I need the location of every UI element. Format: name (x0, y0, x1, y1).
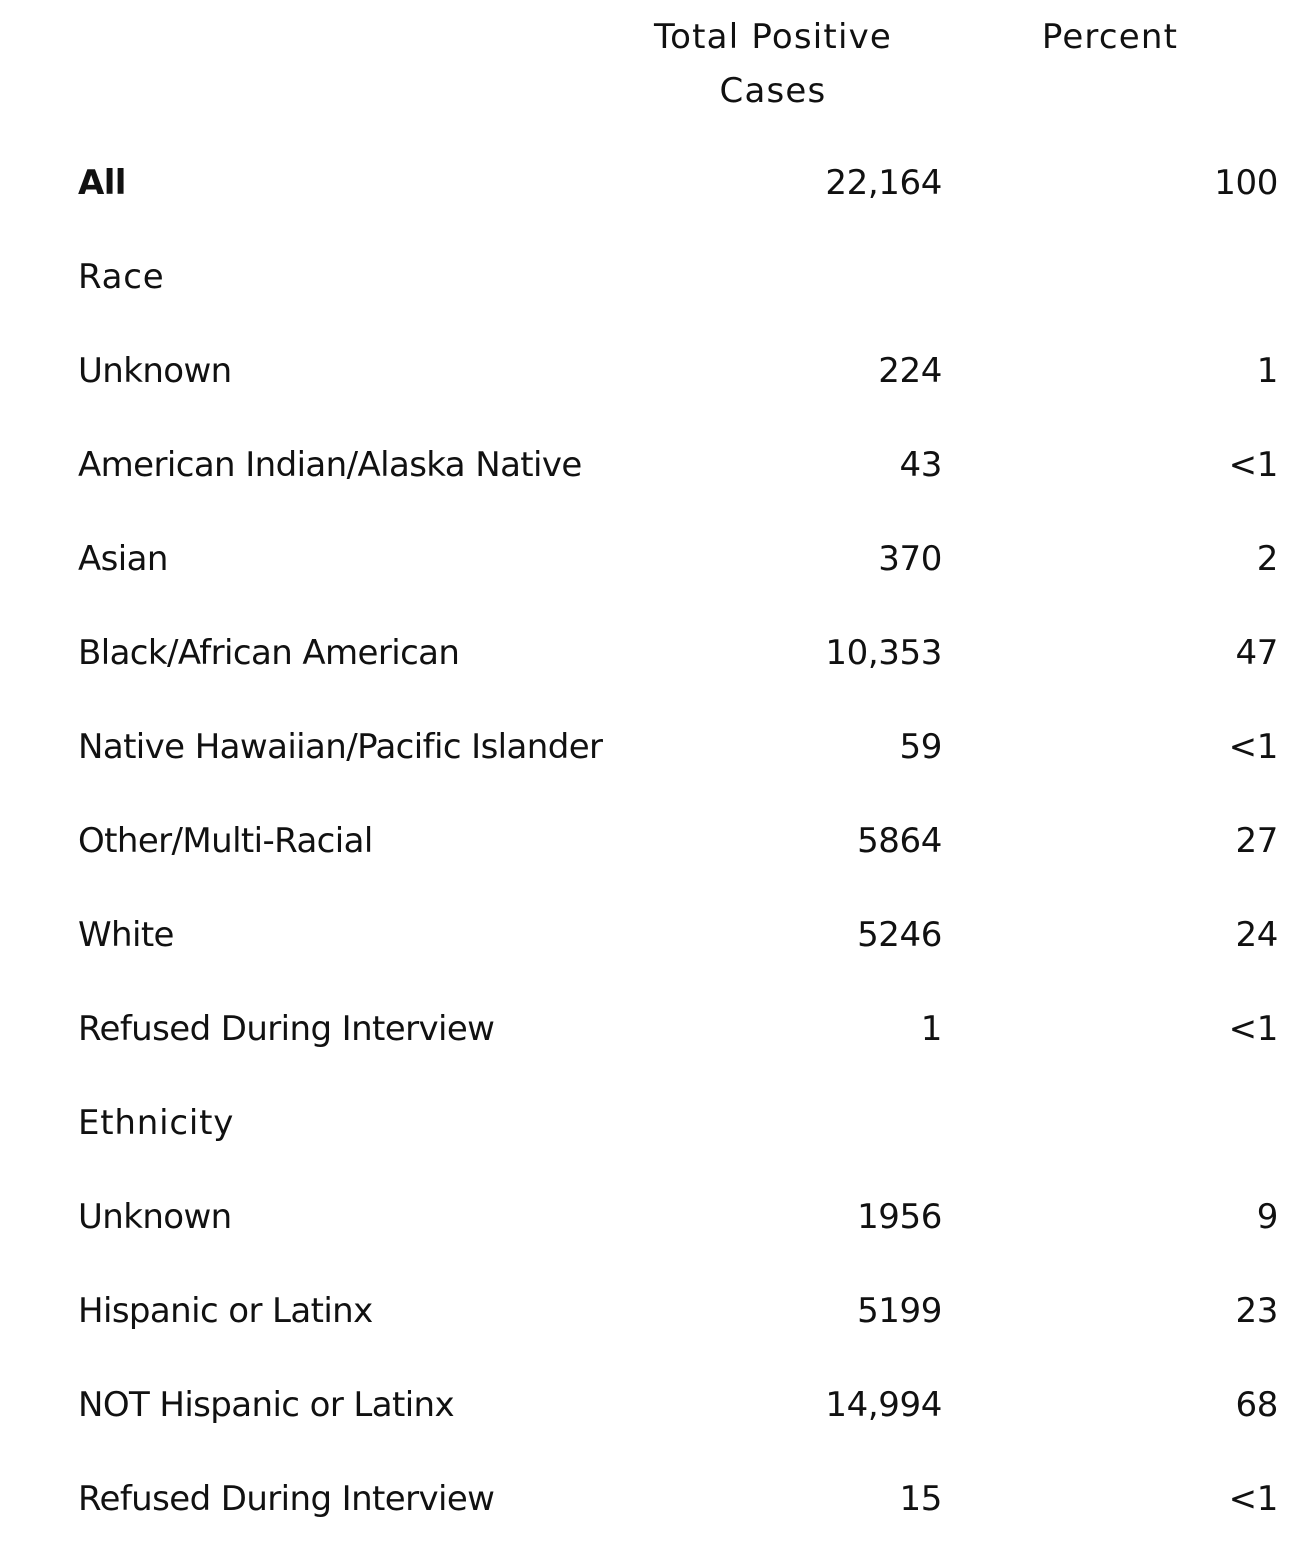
section-header-row (0, 230, 1312, 324)
table-row (0, 324, 1312, 418)
table-row (0, 700, 1312, 794)
total-positive-cases-cell: 22,164 (825, 163, 942, 203)
section-title: Race (78, 257, 165, 297)
percent-cell: 27 (1235, 821, 1278, 861)
table-row (0, 1264, 1312, 1358)
percent-cell: 24 (1235, 915, 1278, 955)
table-row (0, 1452, 1312, 1546)
table-header (0, 0, 1312, 130)
row-label: Refused During Interview (78, 1479, 495, 1519)
row-label: Other/Multi-Racial (78, 821, 373, 861)
row-label: Black/African American (78, 633, 460, 673)
total-positive-cases-cell: 224 (878, 351, 942, 391)
percent-cell: 2 (1256, 539, 1278, 579)
percent-cell: <1 (1228, 727, 1278, 767)
column-header-total-positive-cases: Total Positive Cases (653, 17, 893, 111)
row-label: White (78, 915, 174, 955)
table-row (0, 1358, 1312, 1452)
total-positive-cases-cell: 59 (899, 727, 942, 767)
section-header-row (0, 1076, 1312, 1170)
table-row (0, 512, 1312, 606)
table-row (0, 982, 1312, 1076)
total-positive-cases-cell: 1956 (857, 1197, 942, 1237)
table-row (0, 418, 1312, 512)
total-positive-cases-cell: 10,353 (825, 633, 942, 673)
table-body (0, 136, 1312, 1546)
percent-cell: 1 (1256, 351, 1278, 391)
total-positive-cases-cell: 43 (899, 445, 942, 485)
table-row (0, 606, 1312, 700)
total-positive-cases-cell: 15 (899, 1479, 942, 1519)
row-label: All (78, 163, 126, 203)
row-label: NOT Hispanic or Latinx (78, 1385, 455, 1425)
row-label: Hispanic or Latinx (78, 1291, 373, 1331)
percent-cell: 68 (1235, 1385, 1278, 1425)
table-row (0, 888, 1312, 982)
column-header-percent: Percent (1041, 17, 1179, 57)
total-positive-cases-cell: 1 (920, 1009, 942, 1049)
percent-cell: <1 (1228, 1009, 1278, 1049)
total-positive-cases-cell: 370 (878, 539, 942, 579)
row-label: Unknown (78, 1197, 232, 1237)
percent-cell: 23 (1235, 1291, 1278, 1331)
total-positive-cases-cell: 5864 (857, 821, 942, 861)
total-positive-cases-cell: 5199 (857, 1291, 942, 1331)
percent-cell: <1 (1228, 445, 1278, 485)
total-positive-cases-cell: 14,994 (825, 1385, 942, 1425)
percent-cell: 100 (1214, 163, 1278, 203)
row-label: American Indian/Alaska Native (78, 445, 582, 485)
percent-cell: <1 (1228, 1479, 1278, 1519)
row-label: Refused During Interview (78, 1009, 495, 1049)
row-label: Unknown (78, 351, 232, 391)
row-label: Asian (78, 539, 168, 579)
table-row (0, 136, 1312, 230)
table-row (0, 794, 1312, 888)
percent-cell: 9 (1256, 1197, 1278, 1237)
section-title: Ethnicity (78, 1103, 235, 1143)
row-label: Native Hawaiian/Pacific Islander (78, 727, 603, 767)
table-row (0, 1170, 1312, 1264)
total-positive-cases-cell: 5246 (857, 915, 942, 955)
percent-cell: 47 (1235, 633, 1278, 673)
